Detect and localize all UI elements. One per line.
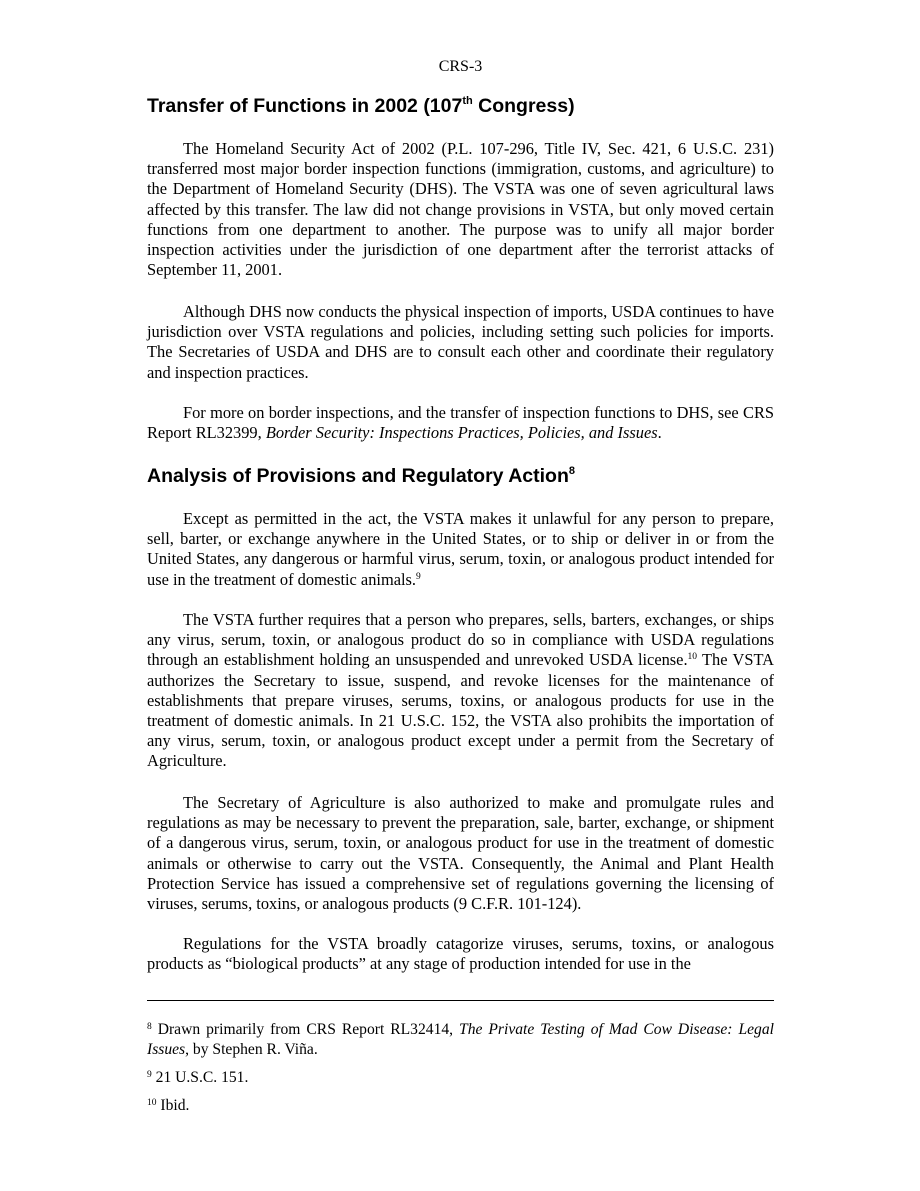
footnote-divider (147, 1000, 774, 1001)
paragraph-text-end: The VSTA authorizes the Secretary to issue, suspend, and revoke licenses for the maintenance of establishments that prepare viruses, serums, toxins, or analogous products for use in the treatment of domestic animals. In 21 U.S.C. 152, the VSTA also prohibits the importation of any virus, serum, toxin, or analogous product except under a permit from the Secretary of Agriculture. (147, 650, 774, 771)
paragraph-secretary-authority: The Secretary of Agriculture is also authorized to make and promulgate rules and regulations as may be necessary to prevent the preparation, sale, barter, exchange, or shipment of a dangerous virus, serum, toxin, or analogous product for use in the treatment of domestic animals or otherwise to carry out the VSTA. Consequently, the Animal and Plant Health Protection Service has issued a comprehensive set of regulations governing the licensing of viruses, serums, toxins, or analogous products (9 C.F.R. 101-124). (147, 793, 774, 914)
paragraph-biological-products: Regulations for the VSTA broadly catagorize viruses, serums, toxins, or analogous products as “biological products” at any stage of production intended for use in the (147, 934, 774, 974)
paragraph-text: For more on border inspections, and the transfer of inspection functions to DHS, see CRS Report RL32399, (147, 403, 774, 443)
heading-text: Analysis of Provisions and Regulatory Action (147, 465, 569, 487)
section-heading-transfer-of-functions (147, 94, 575, 118)
page-number: CRS-3 (438, 58, 483, 75)
report-title: Border Security: Inspections Practices, Policies, and Issues (265, 423, 658, 443)
footnote-number: 9 (147, 1070, 152, 1080)
footnote-ref-8: 8 (568, 465, 575, 477)
heading-text: Transfer of Functions in 2002 (107 (147, 95, 463, 117)
footnote-text: 21 U.S.C. 151. (151, 1069, 249, 1086)
section-heading-analysis-of-provisions (147, 464, 575, 488)
heading-tail: Congress) (472, 95, 575, 117)
footnote-text-end: , by Stephen R. Viña. (185, 1041, 318, 1058)
footnote-ref-10: 10 (687, 652, 698, 663)
paragraph-dhs-inspection: Although DHS now conducts the physical inspection of imports, USDA continues to have jurisdiction over VSTA regulations and policies, including setting such policies for imports. The Secretaries of USDA and DHS are to consult each other and coordinate their regulatory and inspection practices. (147, 302, 774, 382)
footnote-number: 8 (147, 1022, 152, 1032)
paragraph-text-end: . (657, 423, 662, 443)
paragraph-border-inspections-reference (147, 403, 774, 443)
footnote-text: Ibid. (156, 1097, 190, 1114)
paragraph-licensing-requirements (147, 610, 774, 772)
footnote-9 (147, 1068, 774, 1088)
paragraph-unlawful-acts (147, 509, 774, 590)
paragraph-text: Except as permitted in the act, the VSTA makes it unlawful for any person to prepare, sell, barter, or exchange anywhere in the United States, or to ship or deliver in or from the United States, any dangerous or harmful virus, serum, toxin, or analogous product intended for use in the treatment of domestic animals. (147, 509, 774, 589)
paragraph-text: The VSTA further requires that a person who prepares, sells, barters, exchanges, or ships any virus, serum, toxin, or analogous product do so in compliance with USDA regulations through an establishment holding an unsuspended and unrevoked USDA license. (147, 610, 774, 670)
heading-superscript: th (462, 95, 473, 107)
footnote-8 (147, 1020, 774, 1060)
footnote-10 (147, 1096, 774, 1116)
footnote-report-title: The Private Testing of Mad Cow Disease: Legal Issues (147, 1021, 774, 1058)
footnote-number: 10 (147, 1098, 157, 1108)
paragraph-homeland-security-act: The Homeland Security Act of 2002 (P.L. 107-296, Title IV, Sec. 421, 6 U.S.C. 231) transferred most major border inspection functions (immigration, customs, and agriculture) to the Department of Homeland Security (DHS). The VSTA was one of seven agricultural laws affected by this transfer. The law did not change provisions in VSTA, but only moved certain functions from one department to another. The purpose was to unify all major border inspection activities under the jurisdiction of one department after the terrorist attacks of September 11, 2001. (147, 139, 774, 280)
footnote-text: Drawn primarily from CRS Report RL32414, (151, 1021, 460, 1038)
footnote-ref-9: 9 (416, 571, 421, 582)
